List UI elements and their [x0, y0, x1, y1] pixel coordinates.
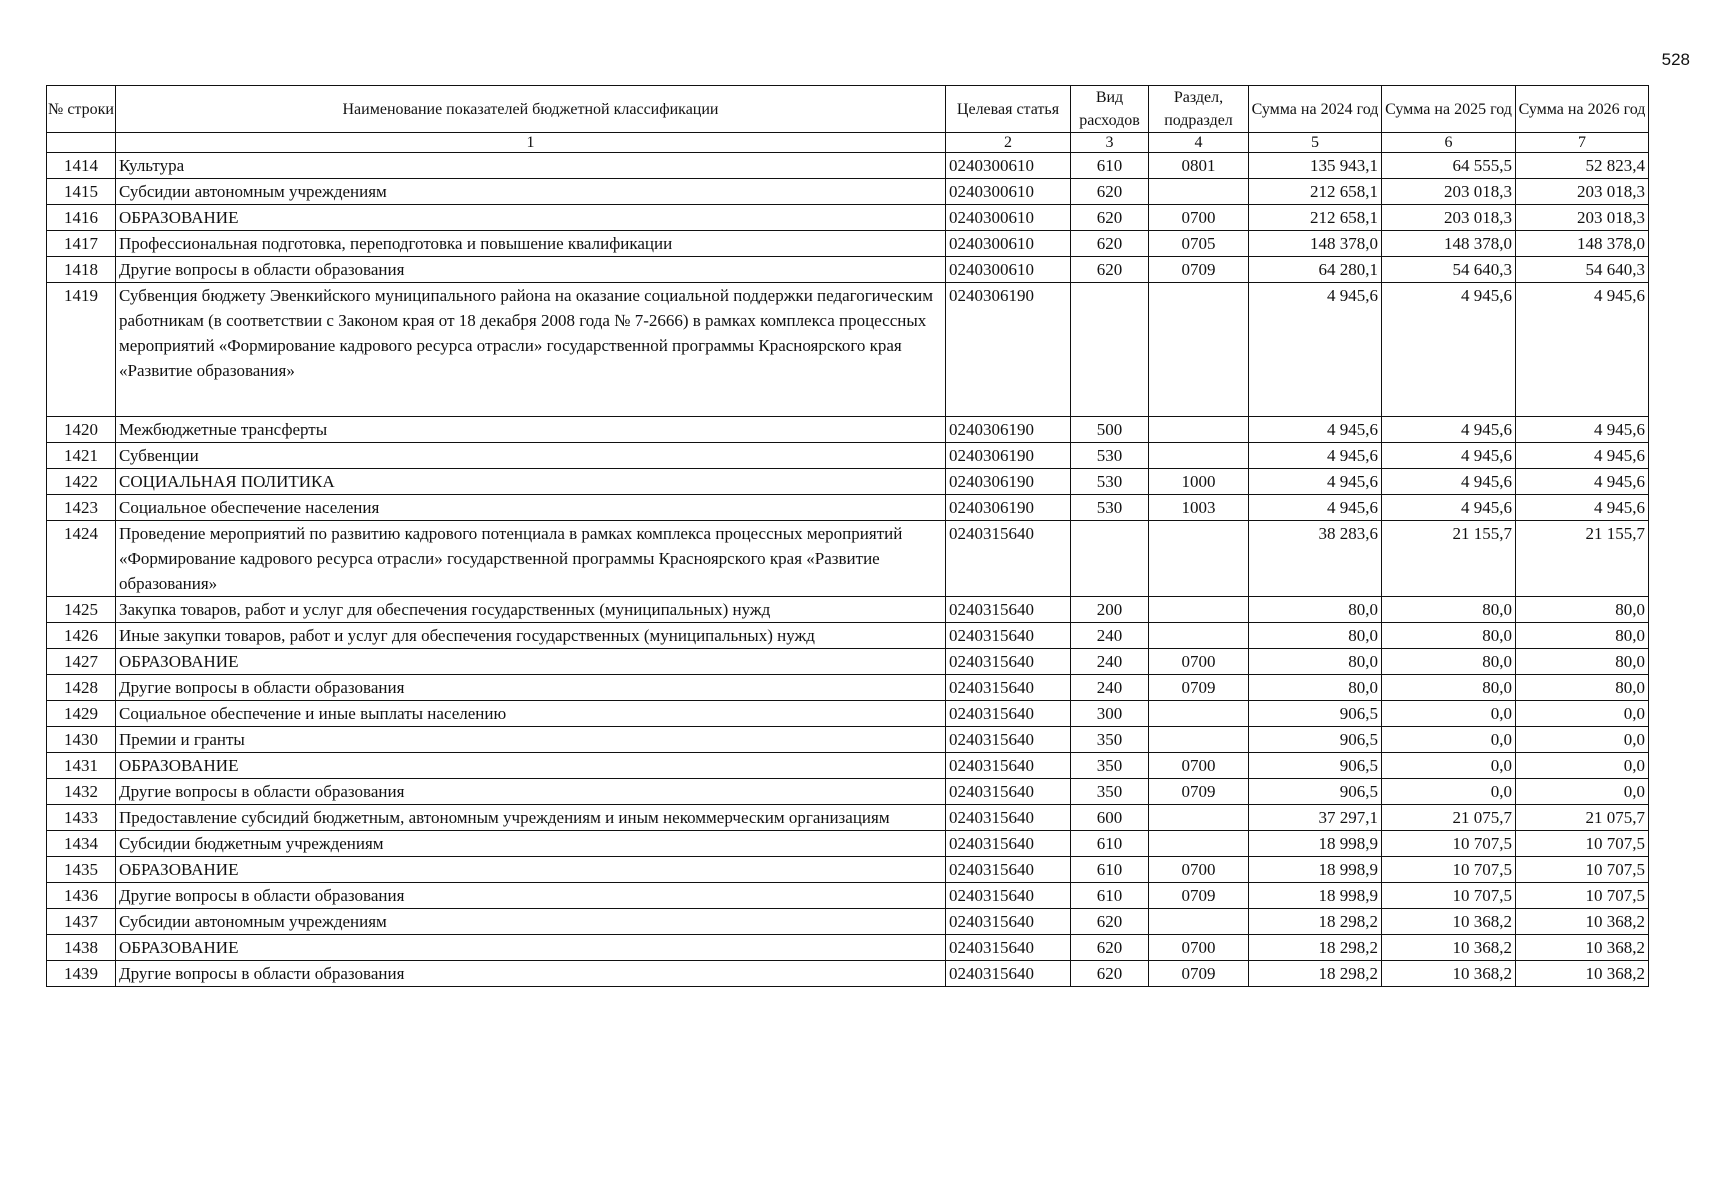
- section-cell: [1149, 909, 1249, 935]
- expense-kind-cell: 620: [1071, 909, 1149, 935]
- section-cell: [1149, 701, 1249, 727]
- section-cell: [1149, 521, 1249, 597]
- table-row: [47, 257, 1649, 283]
- table-row: [47, 831, 1649, 857]
- section-cell: 0700: [1149, 753, 1249, 779]
- target-article-cell: 0240306190: [946, 495, 1071, 521]
- row-number-cell: 1417: [47, 231, 116, 257]
- expense-kind-cell: 350: [1071, 753, 1149, 779]
- sum-2025-cell: 80,0: [1382, 623, 1516, 649]
- section-cell: 0709: [1149, 675, 1249, 701]
- column-number: 1: [116, 133, 946, 153]
- indicator-name-cell: Субсидии автономным учреждениям: [116, 179, 946, 205]
- indicator-name-cell: Проведение мероприятий по развитию кадрового потенциала в рамках комплекса процессных мероприятий «Формирование кадрового ресурса отрасли» государственной программы Красноярского края «Развитие образования»: [116, 521, 946, 597]
- expense-kind-cell: 530: [1071, 443, 1149, 469]
- sum-2024-cell: 4 945,6: [1249, 469, 1382, 495]
- section-cell: [1149, 805, 1249, 831]
- section-cell: [1149, 417, 1249, 443]
- table-row: [47, 909, 1649, 935]
- row-number-cell: 1427: [47, 649, 116, 675]
- row-number-cell: 1418: [47, 257, 116, 283]
- sum-2026-cell: 52 823,4: [1516, 153, 1649, 179]
- section-cell: 0709: [1149, 961, 1249, 987]
- row-number-cell: 1423: [47, 495, 116, 521]
- sum-2024-cell: 37 297,1: [1249, 805, 1382, 831]
- header-name: Наименование показателей бюджетной классификации: [116, 86, 946, 133]
- table-row: [47, 205, 1649, 231]
- row-number-cell: 1416: [47, 205, 116, 231]
- sum-2025-cell: 80,0: [1382, 675, 1516, 701]
- sum-2026-cell: 203 018,3: [1516, 205, 1649, 231]
- sum-2025-cell: 54 640,3: [1382, 257, 1516, 283]
- sum-2024-cell: 906,5: [1249, 727, 1382, 753]
- indicator-name-cell: Премии и гранты: [116, 727, 946, 753]
- expense-kind-cell: 610: [1071, 857, 1149, 883]
- sum-2026-cell: 54 640,3: [1516, 257, 1649, 283]
- sum-2025-cell: 80,0: [1382, 649, 1516, 675]
- target-article-cell: 0240300610: [946, 179, 1071, 205]
- sum-2024-cell: 80,0: [1249, 623, 1382, 649]
- target-article-cell: 0240315640: [946, 623, 1071, 649]
- header-section: Раздел, подраздел: [1149, 86, 1249, 133]
- indicator-name-cell: Межбюджетные трансферты: [116, 417, 946, 443]
- table-row: [47, 623, 1649, 649]
- indicator-name-cell: ОБРАЗОВАНИЕ: [116, 205, 946, 231]
- target-article-cell: 0240306190: [946, 417, 1071, 443]
- sum-2026-cell: 80,0: [1516, 675, 1649, 701]
- sum-2026-cell: 4 945,6: [1516, 417, 1649, 443]
- sum-2026-cell: 4 945,6: [1516, 443, 1649, 469]
- table-row: [47, 153, 1649, 179]
- sum-2026-cell: 4 945,6: [1516, 495, 1649, 521]
- section-cell: 0705: [1149, 231, 1249, 257]
- expense-kind-cell: 240: [1071, 675, 1149, 701]
- sum-2025-cell: 4 945,6: [1382, 417, 1516, 443]
- expense-kind-cell: 530: [1071, 469, 1149, 495]
- row-number-cell: 1430: [47, 727, 116, 753]
- indicator-name-cell: Профессиональная подготовка, переподготовка и повышение квалификации: [116, 231, 946, 257]
- row-number-cell: 1422: [47, 469, 116, 495]
- row-number-cell: 1431: [47, 753, 116, 779]
- expense-kind-cell: 300: [1071, 701, 1149, 727]
- indicator-name-cell: Субсидии автономным учреждениям: [116, 909, 946, 935]
- sum-2024-cell: 135 943,1: [1249, 153, 1382, 179]
- indicator-name-cell: ОБРАЗОВАНИЕ: [116, 857, 946, 883]
- sum-2024-cell: 38 283,6: [1249, 521, 1382, 597]
- sum-2026-cell: 10 707,5: [1516, 831, 1649, 857]
- sum-2026-cell: 10 368,2: [1516, 935, 1649, 961]
- target-article-cell: 0240300610: [946, 205, 1071, 231]
- row-number-cell: 1421: [47, 443, 116, 469]
- sum-2025-cell: 4 945,6: [1382, 469, 1516, 495]
- target-article-cell: 0240315640: [946, 831, 1071, 857]
- row-number-cell: 1425: [47, 597, 116, 623]
- indicator-name-cell: Закупка товаров, работ и услуг для обеспечения государственных (муниципальных) нужд: [116, 597, 946, 623]
- sum-2024-cell: 906,5: [1249, 779, 1382, 805]
- expense-kind-cell: [1071, 521, 1149, 597]
- section-cell: 1000: [1149, 469, 1249, 495]
- section-cell: 1003: [1149, 495, 1249, 521]
- target-article-cell: 0240315640: [946, 935, 1071, 961]
- indicator-name-cell: Социальное обеспечение и иные выплаты населению: [116, 701, 946, 727]
- budget-table: [46, 85, 1649, 987]
- expense-kind-cell: 350: [1071, 779, 1149, 805]
- sum-2025-cell: 4 945,6: [1382, 283, 1516, 417]
- sum-2025-cell: 148 378,0: [1382, 231, 1516, 257]
- table-row: [47, 805, 1649, 831]
- sum-2026-cell: 10 707,5: [1516, 857, 1649, 883]
- indicator-name-cell: ОБРАЗОВАНИЕ: [116, 649, 946, 675]
- sum-2026-cell: 4 945,6: [1516, 283, 1649, 417]
- header-kind: Вид расходов: [1071, 86, 1149, 133]
- row-number-cell: 1415: [47, 179, 116, 205]
- row-number-cell: 1432: [47, 779, 116, 805]
- sum-2026-cell: 4 945,6: [1516, 469, 1649, 495]
- sum-2025-cell: 0,0: [1382, 701, 1516, 727]
- sum-2026-cell: 0,0: [1516, 701, 1649, 727]
- sum-2025-cell: 10 368,2: [1382, 909, 1516, 935]
- section-cell: [1149, 623, 1249, 649]
- indicator-name-cell: Иные закупки товаров, работ и услуг для обеспечения государственных (муниципальных) нужд: [116, 623, 946, 649]
- section-cell: 0709: [1149, 883, 1249, 909]
- row-number-cell: 1426: [47, 623, 116, 649]
- table-row: [47, 231, 1649, 257]
- table-row: [47, 675, 1649, 701]
- sum-2024-cell: 80,0: [1249, 597, 1382, 623]
- row-number-cell: 1420: [47, 417, 116, 443]
- expense-kind-cell: 610: [1071, 153, 1149, 179]
- sum-2024-cell: 212 658,1: [1249, 205, 1382, 231]
- sum-2024-cell: 18 998,9: [1249, 883, 1382, 909]
- sum-2025-cell: 203 018,3: [1382, 205, 1516, 231]
- table-row: [47, 597, 1649, 623]
- row-number-cell: 1419: [47, 283, 116, 417]
- sum-2025-cell: 4 945,6: [1382, 443, 1516, 469]
- target-article-cell: 0240315640: [946, 857, 1071, 883]
- expense-kind-cell: 620: [1071, 205, 1149, 231]
- target-article-cell: 0240300610: [946, 231, 1071, 257]
- expense-kind-cell: 620: [1071, 179, 1149, 205]
- table-row: [47, 727, 1649, 753]
- indicator-name-cell: Субсидии бюджетным учреждениям: [116, 831, 946, 857]
- target-article-cell: 0240315640: [946, 909, 1071, 935]
- table-row: [47, 179, 1649, 205]
- sum-2025-cell: 10 368,2: [1382, 961, 1516, 987]
- table-row: [47, 469, 1649, 495]
- target-article-cell: 0240306190: [946, 469, 1071, 495]
- section-cell: [1149, 597, 1249, 623]
- target-article-cell: 0240315640: [946, 701, 1071, 727]
- table-row: [47, 935, 1649, 961]
- indicator-name-cell: Другие вопросы в области образования: [116, 675, 946, 701]
- sum-2026-cell: 0,0: [1516, 779, 1649, 805]
- table-row: [47, 443, 1649, 469]
- sum-2024-cell: 4 945,6: [1249, 443, 1382, 469]
- column-number: 2: [946, 133, 1071, 153]
- sum-2025-cell: 10 707,5: [1382, 831, 1516, 857]
- sum-2024-cell: 18 298,2: [1249, 909, 1382, 935]
- header-target: Целевая статья: [946, 86, 1071, 133]
- section-cell: [1149, 831, 1249, 857]
- target-article-cell: 0240300610: [946, 257, 1071, 283]
- sum-2025-cell: 21 155,7: [1382, 521, 1516, 597]
- section-cell: 0700: [1149, 649, 1249, 675]
- sum-2026-cell: 203 018,3: [1516, 179, 1649, 205]
- section-cell: 0709: [1149, 779, 1249, 805]
- expense-kind-cell: 620: [1071, 935, 1149, 961]
- sum-2024-cell: 64 280,1: [1249, 257, 1382, 283]
- expense-kind-cell: 620: [1071, 961, 1149, 987]
- target-article-cell: 0240315640: [946, 883, 1071, 909]
- sum-2025-cell: 10 368,2: [1382, 935, 1516, 961]
- row-number-cell: 1435: [47, 857, 116, 883]
- sum-2026-cell: 0,0: [1516, 753, 1649, 779]
- table-row: [47, 883, 1649, 909]
- target-article-cell: 0240315640: [946, 805, 1071, 831]
- target-article-cell: 0240315640: [946, 753, 1071, 779]
- column-number: [47, 133, 116, 153]
- sum-2024-cell: 212 658,1: [1249, 179, 1382, 205]
- indicator-name-cell: Другие вопросы в области образования: [116, 883, 946, 909]
- target-article-cell: 0240315640: [946, 727, 1071, 753]
- row-number-cell: 1429: [47, 701, 116, 727]
- expense-kind-cell: 350: [1071, 727, 1149, 753]
- sum-2025-cell: 10 707,5: [1382, 883, 1516, 909]
- section-cell: [1149, 727, 1249, 753]
- row-number-cell: 1414: [47, 153, 116, 179]
- sum-2024-cell: 18 998,9: [1249, 831, 1382, 857]
- table-row: [47, 495, 1649, 521]
- sum-2025-cell: 10 707,5: [1382, 857, 1516, 883]
- indicator-name-cell: Культура: [116, 153, 946, 179]
- sum-2024-cell: 18 298,2: [1249, 935, 1382, 961]
- expense-kind-cell: 610: [1071, 883, 1149, 909]
- sum-2026-cell: 0,0: [1516, 727, 1649, 753]
- sum-2025-cell: 0,0: [1382, 727, 1516, 753]
- sum-2025-cell: 64 555,5: [1382, 153, 1516, 179]
- column-number: 3: [1071, 133, 1149, 153]
- sum-2026-cell: 80,0: [1516, 597, 1649, 623]
- target-article-cell: 0240306190: [946, 283, 1071, 417]
- target-article-cell: 0240315640: [946, 961, 1071, 987]
- sum-2024-cell: 18 298,2: [1249, 961, 1382, 987]
- section-cell: 0801: [1149, 153, 1249, 179]
- table-body: [47, 153, 1649, 987]
- row-number-cell: 1434: [47, 831, 116, 857]
- target-article-cell: 0240315640: [946, 521, 1071, 597]
- target-article-cell: 0240315640: [946, 675, 1071, 701]
- target-article-cell: 0240315640: [946, 779, 1071, 805]
- section-cell: [1149, 179, 1249, 205]
- expense-kind-cell: 200: [1071, 597, 1149, 623]
- sum-2026-cell: 80,0: [1516, 649, 1649, 675]
- table-row: [47, 779, 1649, 805]
- header-row: [47, 86, 1649, 133]
- sum-2026-cell: 80,0: [1516, 623, 1649, 649]
- sum-2024-cell: 4 945,6: [1249, 495, 1382, 521]
- header-row-no: № строки: [47, 86, 116, 133]
- indicator-name-cell: Субвенция бюджету Эвенкийского муниципального района на оказание социальной поддержки педагогическим работникам (в соответствии с Законом края от 18 декабря 2008 года № 7-2666) в рамках комплекса процессных мероприятий «Формирование кадрового ресурса отрасли» государственной программы Красноярского края «Развитие образования»: [116, 283, 946, 417]
- expense-kind-cell: 240: [1071, 649, 1149, 675]
- expense-kind-cell: 500: [1071, 417, 1149, 443]
- indicator-name-cell: СОЦИАЛЬНАЯ ПОЛИТИКА: [116, 469, 946, 495]
- sum-2025-cell: 0,0: [1382, 779, 1516, 805]
- table-header: [47, 86, 1649, 153]
- indicator-name-cell: Социальное обеспечение населения: [116, 495, 946, 521]
- sum-2025-cell: 203 018,3: [1382, 179, 1516, 205]
- expense-kind-cell: 530: [1071, 495, 1149, 521]
- expense-kind-cell: 600: [1071, 805, 1149, 831]
- table-row: [47, 701, 1649, 727]
- expense-kind-cell: 240: [1071, 623, 1149, 649]
- row-number-cell: 1438: [47, 935, 116, 961]
- section-cell: 0700: [1149, 857, 1249, 883]
- sum-2024-cell: 148 378,0: [1249, 231, 1382, 257]
- target-article-cell: 0240315640: [946, 649, 1071, 675]
- table-row: [47, 417, 1649, 443]
- column-number: 5: [1249, 133, 1382, 153]
- sum-2025-cell: 21 075,7: [1382, 805, 1516, 831]
- expense-kind-cell: [1071, 283, 1149, 417]
- target-article-cell: 0240300610: [946, 153, 1071, 179]
- sum-2026-cell: 10 368,2: [1516, 909, 1649, 935]
- row-number-cell: 1424: [47, 521, 116, 597]
- column-number: 4: [1149, 133, 1249, 153]
- budget-table-container: [46, 85, 1648, 987]
- indicator-name-cell: Другие вопросы в области образования: [116, 779, 946, 805]
- sum-2024-cell: 80,0: [1249, 649, 1382, 675]
- expense-kind-cell: 610: [1071, 831, 1149, 857]
- sum-2026-cell: 10 707,5: [1516, 883, 1649, 909]
- sum-2026-cell: 10 368,2: [1516, 961, 1649, 987]
- indicator-name-cell: Предоставление субсидий бюджетным, автономным учреждениям и иным некоммерческим организациям: [116, 805, 946, 831]
- indicator-name-cell: Другие вопросы в области образования: [116, 961, 946, 987]
- sum-2024-cell: 80,0: [1249, 675, 1382, 701]
- table-row: [47, 283, 1649, 417]
- column-number: 7: [1516, 133, 1649, 153]
- column-number-row: [47, 133, 1649, 153]
- target-article-cell: 0240315640: [946, 597, 1071, 623]
- indicator-name-cell: ОБРАЗОВАНИЕ: [116, 935, 946, 961]
- section-cell: 0700: [1149, 935, 1249, 961]
- sum-2025-cell: 4 945,6: [1382, 495, 1516, 521]
- header-sum-2024: Сумма на 2024 год: [1249, 86, 1382, 133]
- section-cell: 0709: [1149, 257, 1249, 283]
- indicator-name-cell: Субвенции: [116, 443, 946, 469]
- section-cell: [1149, 283, 1249, 417]
- sum-2026-cell: 21 155,7: [1516, 521, 1649, 597]
- row-number-cell: 1436: [47, 883, 116, 909]
- table-row: [47, 521, 1649, 597]
- target-article-cell: 0240306190: [946, 443, 1071, 469]
- sum-2024-cell: 4 945,6: [1249, 283, 1382, 417]
- indicator-name-cell: Другие вопросы в области образования: [116, 257, 946, 283]
- row-number-cell: 1428: [47, 675, 116, 701]
- header-sum-2025: Сумма на 2025 год: [1382, 86, 1516, 133]
- table-row: [47, 961, 1649, 987]
- section-cell: [1149, 443, 1249, 469]
- sum-2024-cell: 906,5: [1249, 701, 1382, 727]
- sum-2025-cell: 0,0: [1382, 753, 1516, 779]
- row-number-cell: 1437: [47, 909, 116, 935]
- expense-kind-cell: 620: [1071, 257, 1149, 283]
- sum-2024-cell: 18 998,9: [1249, 857, 1382, 883]
- column-number: 6: [1382, 133, 1516, 153]
- row-number-cell: 1433: [47, 805, 116, 831]
- header-sum-2026: Сумма на 2026 год: [1516, 86, 1649, 133]
- table-row: [47, 857, 1649, 883]
- table-row: [47, 649, 1649, 675]
- expense-kind-cell: 620: [1071, 231, 1149, 257]
- row-number-cell: 1439: [47, 961, 116, 987]
- sum-2024-cell: 4 945,6: [1249, 417, 1382, 443]
- table-row: [47, 753, 1649, 779]
- sum-2025-cell: 80,0: [1382, 597, 1516, 623]
- sum-2026-cell: 148 378,0: [1516, 231, 1649, 257]
- sum-2024-cell: 906,5: [1249, 753, 1382, 779]
- page-number: 528: [1661, 50, 1690, 69]
- sum-2026-cell: 21 075,7: [1516, 805, 1649, 831]
- section-cell: 0700: [1149, 205, 1249, 231]
- indicator-name-cell: ОБРАЗОВАНИЕ: [116, 753, 946, 779]
